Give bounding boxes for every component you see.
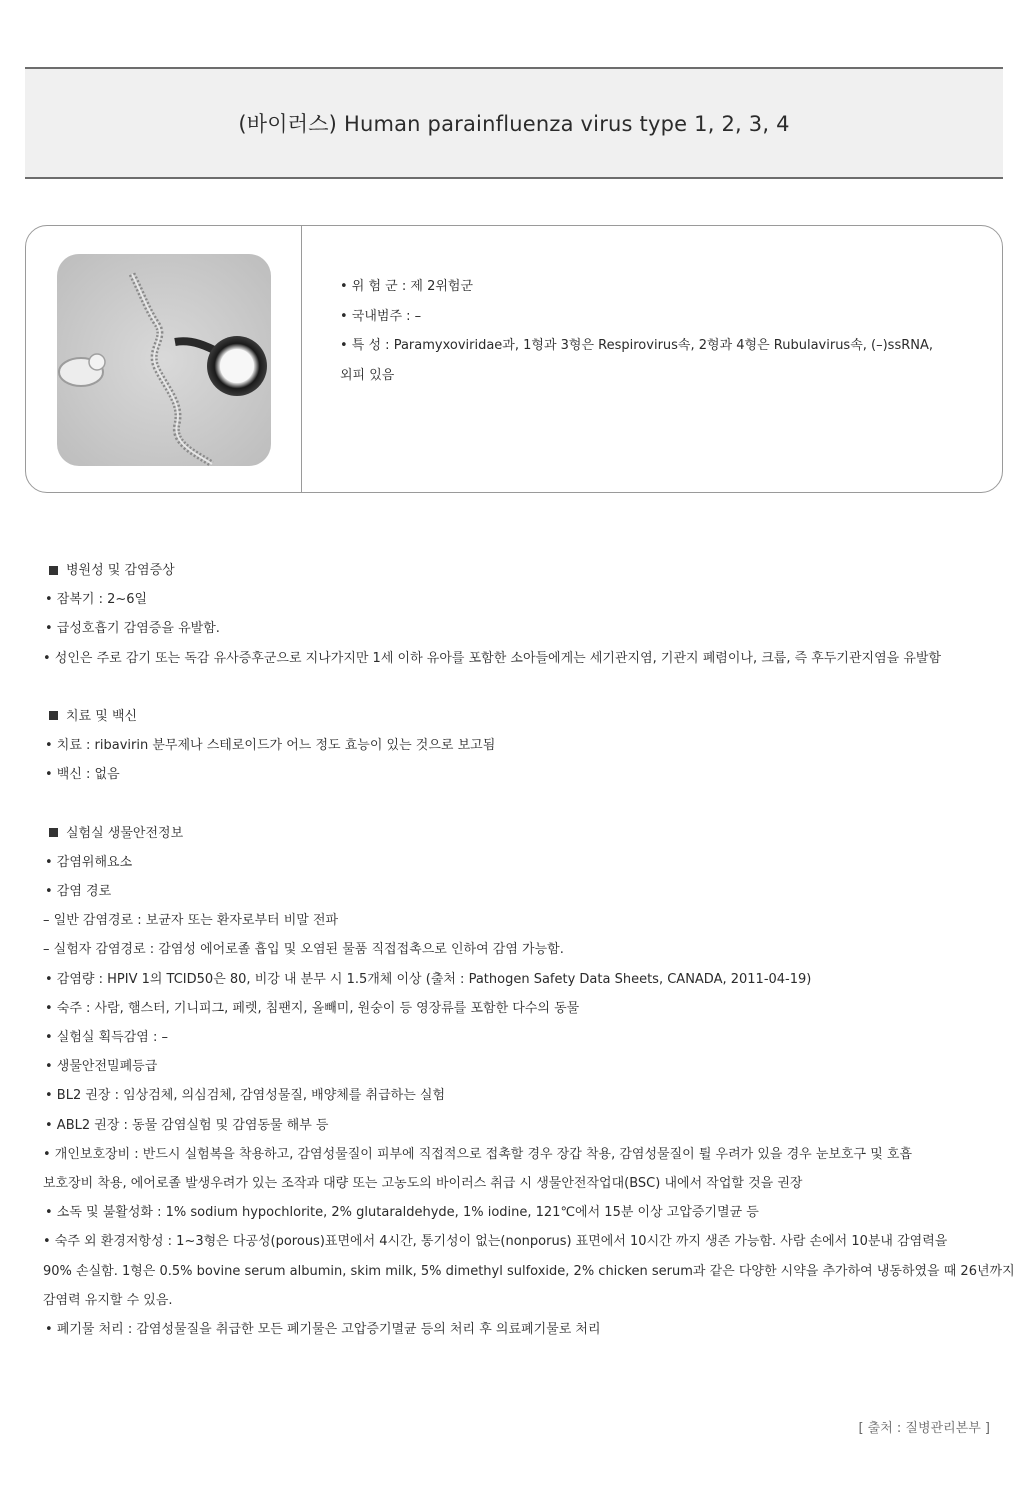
list-item: • BL2 권장 : 임상검체, 의심검체, 감염성물질, 배양체를 취급하는 실험 (45, 1088, 446, 1104)
list-item: • 백신 : 없음 (45, 767, 120, 783)
list-item: – 일반 감염경로 : 보균자 또는 환자로부터 비말 전파 (43, 913, 339, 929)
characteristics-line: • 특 성 : Paramyxoviridae과, 1형과 3형은 Respirovirus속, 2형과 4형은 Rubulavirus속, (–)ssRNA, (340, 338, 934, 353)
card-divider (301, 226, 302, 492)
list-item: • 숙주 : 사람, 햄스터, 기니피그, 페렛, 침팬지, 올빼미, 원숭이 등 영장류를 포함한 다수의 동물 (45, 1000, 580, 1016)
characteristics-list (340, 272, 980, 390)
list-item: • 실험실 획득감염 : – (45, 1030, 168, 1045)
list-item: • 폐기물 처리 : 감염성물질을 취급한 모든 폐기물은 고압증기멸균 등의 처리 후 의료폐기물로 처리 (45, 1321, 601, 1337)
list-item: • 감염위해요소 (45, 854, 133, 870)
list-item: • ABL2 권장 : 동물 감염실험 및 감염동물 해부 등 (45, 1117, 329, 1133)
list-item: • 감염량 : HPIV 1의 TCID50은 80, 비강 내 분무 시 1.5개체 이상 (출처 : Pathogen Safety Data Sheets, CANADA, 2011-04-19) (45, 971, 812, 987)
list-item: • 치료 : ribavirin 분무제나 스테로이드가 어느 정도 효능이 있는 것으로 보고됨 (45, 738, 496, 754)
list-item-continuation: 90% 손실함. 1형은 0.5% bovine serum albumin, skim milk, 5% dimethyl sulfoxide, 2% chicken serum과 같은 다양한 시약을 추가하여 냉동하였을 때 26년까지 (43, 1263, 1015, 1279)
list-item: • 숙주 외 환경저항성 : 1~3형은 다공성(porous)표면에서 4시간, 통기성이 없는(nonporus) 표면에서 10시간 까지 생존 가능함. 사람 손에서 10분내 감염력을 (43, 1234, 948, 1250)
list-item: • 개인보호장비 : 반드시 실험복을 착용하고, 감염성물질이 피부에 직접적으로 접촉할 경우 장갑 착용, 감염성물질이 튈 우려가 있을 경우 눈보호구 및 호흡 (43, 1146, 912, 1162)
list-item: • 잠복기 : 2~6일 (45, 592, 148, 608)
main-content (43, 556, 1015, 1344)
title-band (25, 67, 1003, 179)
section-heading: 병원성 및 감염증상 (45, 556, 995, 585)
list-item: • 급성호흡기 감염증을 유발함. (45, 621, 220, 637)
section-heading: 실험실 생물안전정보 (45, 819, 995, 848)
risk-group-line: • 위 험 군 : 제 2위험군 (340, 279, 474, 294)
list-item-continuation: 감염력 유지할 수 있음. (43, 1292, 173, 1308)
section-heading: 치료 및 백신 (45, 702, 995, 731)
list-item: • 감염 경로 (45, 884, 112, 900)
info-card (25, 225, 1003, 493)
virus-micrograph-image (57, 254, 271, 466)
list-item: • 성인은 주로 감기 또는 독감 유사증후군으로 지나가지만 1세 이하 유아를 포함한 소아들에게는 세기관지염, 기관지 폐렴이나, 크룹, 즉 후두기관지염을 유발함 (43, 650, 942, 666)
list-item: • 소독 및 불활성화 : 1% sodium hypochlorite, 2% glutaraldehyde, 1% iodine, 121℃에서 15분 이상 고압증기멸균 등 (45, 1205, 759, 1221)
list-item: • 생물안전밀폐등급 (45, 1059, 158, 1075)
domestic-category-line: • 국내범주 : – (340, 308, 422, 324)
page-title: (바이러스) Human parainfluenza virus type 1, 2, 3, 4 (238, 112, 790, 136)
square-bullet-icon (49, 828, 58, 837)
source-citation: [ 출처 : 질병관리본부 ] (858, 1421, 990, 1436)
square-bullet-icon (49, 711, 58, 720)
square-bullet-icon (49, 566, 58, 575)
list-item-continuation: 보호장비 착용, 에어로졸 발생우려가 있는 조작과 대량 또는 고농도의 바이러스 취급 시 생물안전작업대(BSC) 내에서 작업할 것을 권장 (43, 1175, 803, 1191)
list-item: – 실험자 감염경로 : 감염성 에어로졸 흡입 및 오염된 물품 직접접촉으로 인하여 감염 가능함. (43, 942, 564, 958)
characteristics-continuation: 외피 있음 (340, 367, 395, 383)
